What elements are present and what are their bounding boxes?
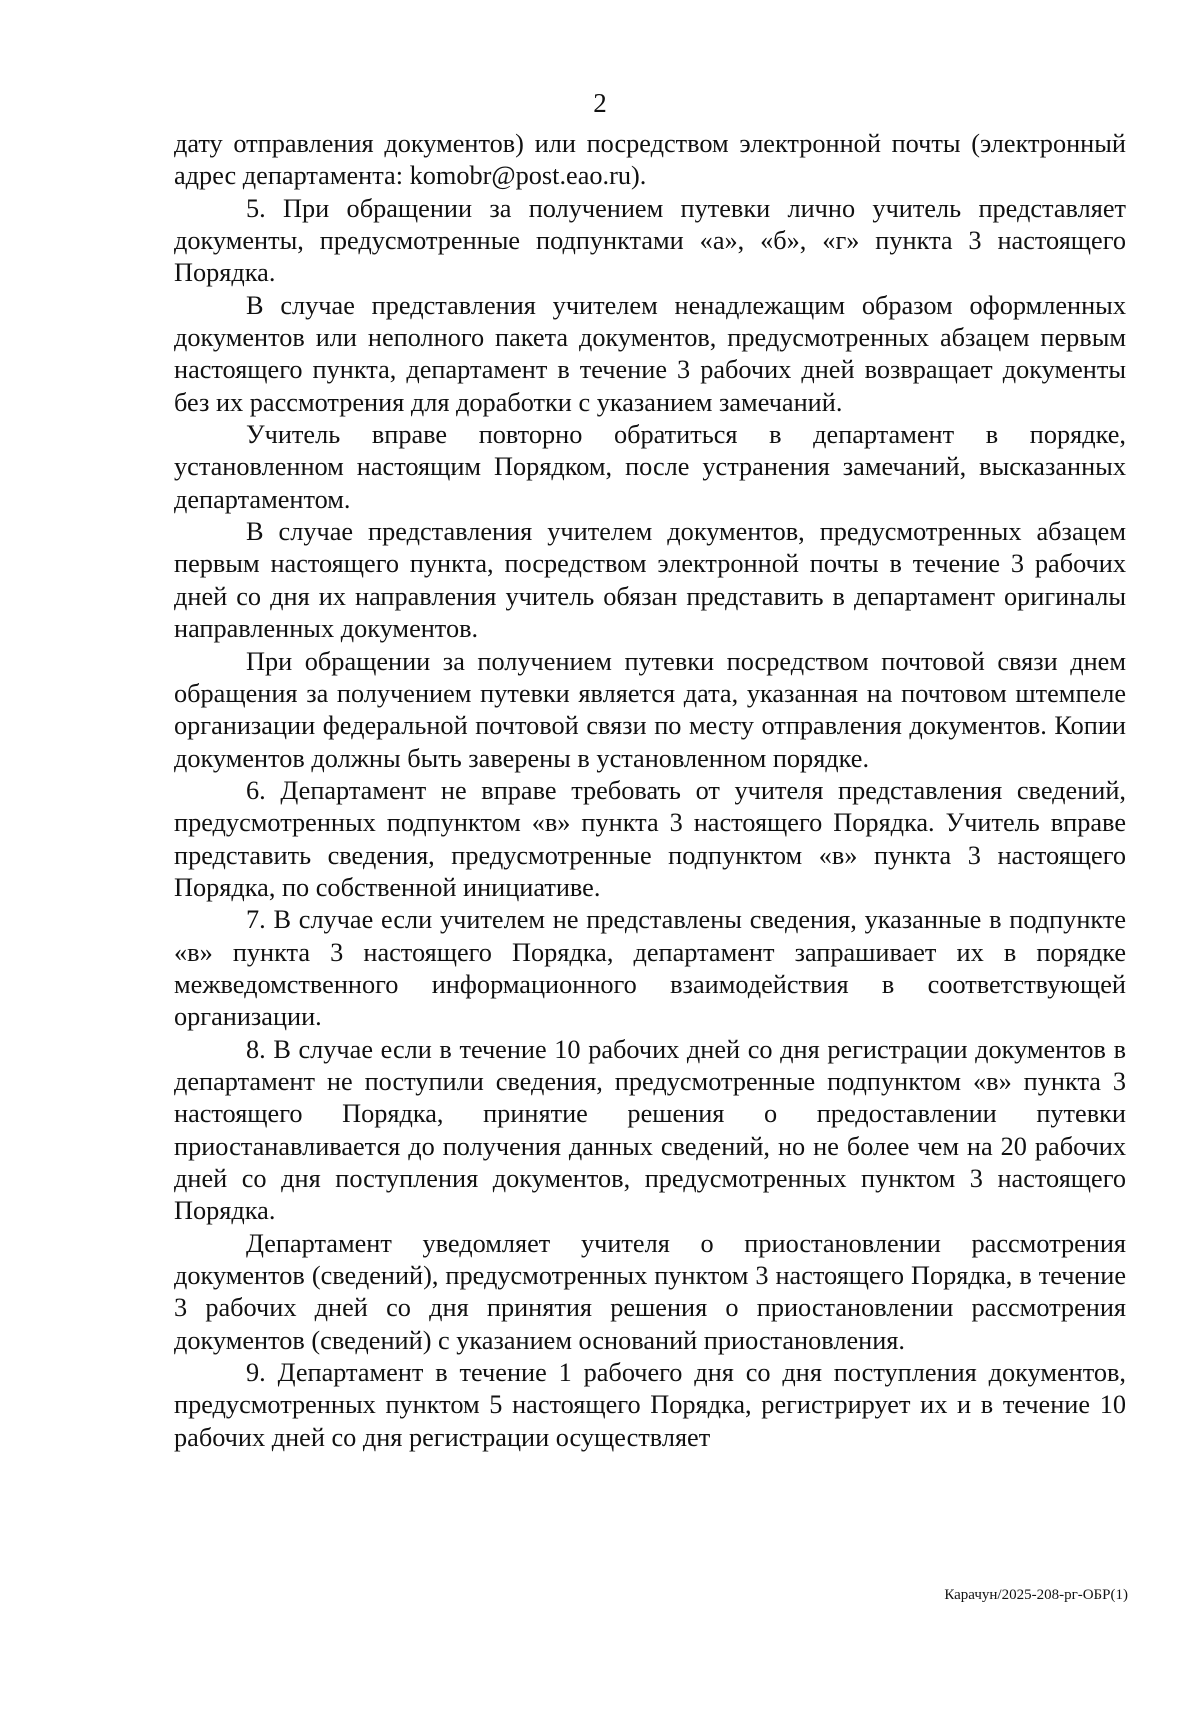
- paragraph-suspension-notice: Департамент уведомляет учителя о приостановлении рассмотрения документов (сведений), предусмотренных пунктом 3 настоящего Порядка, в течение 3 рабочих дней со дня принятия решения о приостановлении рассмотрения документов (сведений) с указанием оснований приостановления.: [174, 1228, 1126, 1355]
- footer-document-code: Карачун/2025-208-рг-ОБР(1): [944, 1587, 1128, 1603]
- paragraph-item-7: 7. В случае если учителем не представлены сведения, указанные в подпункте «в» пункта 3 настоящего Порядка, департамент запрашивает их в порядке межведомственного информационного взаимодействия в соответствующей организации.: [174, 905, 1126, 1032]
- page-number: 2: [593, 88, 607, 118]
- paragraph-repeat-application: Учитель вправе повторно обратиться в департамент в порядке, установленном настоящим Порядком, после устранения замечаний, высказанных департаментом.: [174, 420, 1126, 514]
- paragraph-item-6: 6. Департамент не вправе требовать от учителя представления сведений, предусмотренных подпунктом «в» пункта 3 настоящего Порядка. Учитель вправе представить сведения, предусмотренные подпунктом «в» пункта 3 настоящего Порядка, по собственной инициативе.: [174, 775, 1126, 902]
- document-body: [174, 128, 1126, 1454]
- paragraph-email-originals: В случае представления учителем документов, предусмотренных абзацем первым настоящего пункта, посредством электронной почты в течение 3 рабочих дней со дня их направления учитель обязан представить в департамент оригиналы направленных документов.: [174, 517, 1126, 644]
- paragraph-item-5: 5. При обращении за получением путевки лично учитель представляет документы, предусмотренные подпунктами «а», «б», «г» пункта 3 настоящего Порядка.: [174, 193, 1126, 288]
- paragraph-item-9: 9. Департамент в течение 1 рабочего дня со дня поступления документов, предусмотренных пунктом 5 настоящего Порядка, регистрирует их и в течение 10 рабочих дней со дня регистрации осуществляет: [174, 1358, 1126, 1452]
- paragraph-continuation: дату отправления документов) или посредством электронной почты (электронный адрес департамента: komobr@post.eao.ru).: [174, 129, 1126, 191]
- paragraph-item-8: 8. В случае если в течение 10 рабочих дней со дня регистрации документов в департамент не поступили сведения, предусмотренные подпунктом «в» пункта 3 настоящего Порядка, принятие решения о предоставлении путевки приостанавливается до получения данных сведений, но не более чем на 20 рабочих дней со дня поступления документов, предусмотренных пунктом 3 настоящего Порядка.: [174, 1034, 1126, 1226]
- paragraph-improper-documents: В случае представления учителем ненадлежащим образом оформленных документов или неполного пакета документов, предусмотренных абзацем первым настоящего пункта, департамент в течение 3 рабочих дней возвращает документы без их рассмотрения для доработки с указанием замечаний.: [174, 290, 1126, 417]
- paragraph-postal-application: При обращении за получением путевки посредством почтовой связи днем обращения за получением путевки является дата, указанная на почтовом штемпеле организации федеральной почтовой связи по месту отправления документов. Копии документов должны быть заверены в установленном порядке.: [174, 646, 1126, 773]
